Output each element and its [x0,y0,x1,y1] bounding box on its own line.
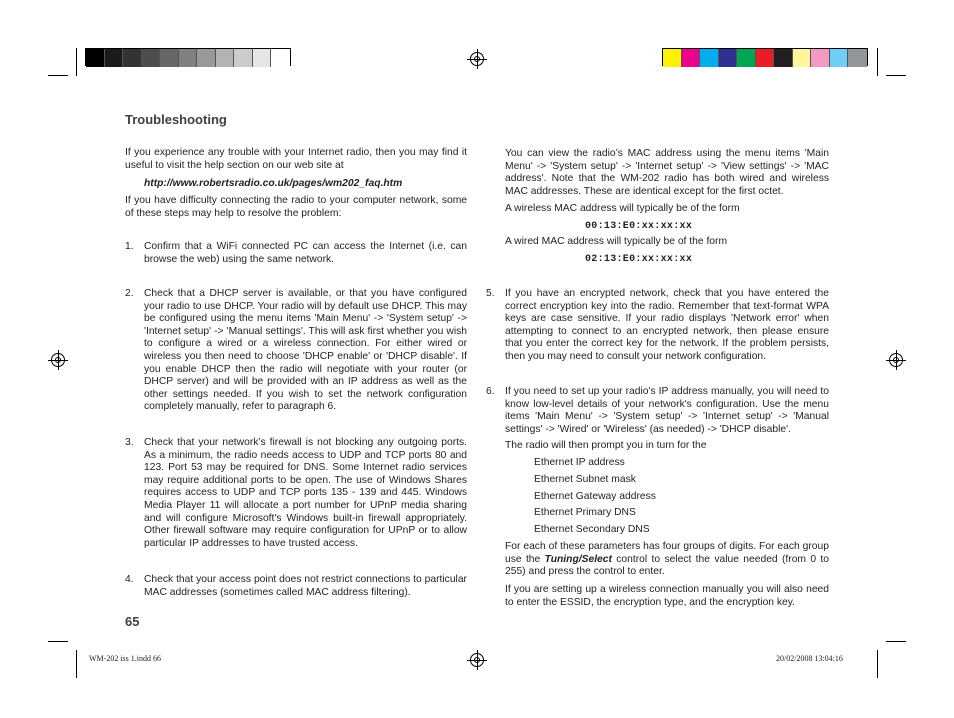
help-url-link[interactable]: http://www.robertsradio.co.uk/pages/wm202_faq.htm [144,178,403,189]
registration-mark-icon [51,353,65,367]
calibration-swatch [756,49,775,67]
file-slug: WM-202 iss 1.indd 66 [89,654,161,663]
step-number: 3. [125,437,134,448]
registration-mark-icon [470,52,484,66]
calibration-swatch [216,49,235,67]
groups-text-b: control to select the value needed (from 0 to 255) and press the control to enter. [505,553,829,578]
mac-intro-paragraph: You can view the radio’s MAC address using the menu items 'Main Menu' -> 'System setup' -> 'Internet setup' -> 'View settings' -> 'MAC address'. Note that the WM-202 radio has both wired and wireless MAC addresses. These are identical except for the first octet. [505,148,829,197]
groups-text-a: For each of these parameters has four groups of digits. For each group use the [505,541,829,565]
date-slug: 20/02/2008 13:04:16 [776,654,843,663]
calibration-swatch [271,49,290,67]
calibration-swatch [105,49,124,67]
calibration-swatch [123,49,142,67]
calibration-swatch [811,49,830,67]
wired-mac-example: 02:13:E0:xx:xx:xx [585,254,693,265]
calibration-swatch [663,49,682,67]
step-number: 2. [125,288,134,299]
wireless-mac-label: A wireless MAC address will typically be of the form [505,203,740,214]
param-item: Ethernet Secondary DNS [534,524,650,535]
groups-paragraph [505,541,829,579]
page-number: 65 [125,614,140,629]
calibration-swatch [848,49,867,67]
calibration-swatch [774,49,793,67]
registration-mark-icon [470,653,484,667]
intro-paragraph: If you experience any trouble with your Internet radio, then you may find it useful to visit the help section on our web site at [125,147,467,171]
step-number: 5. [486,288,495,299]
step-3-text: Check that your network’s firewall is not blocking any outgoing ports. As a minimum, the radio needs access to UDP and TCP ports 80 and 123. Port 53 may be required for DNS. Some Internet radio services may require additional ports to be open. The use of Windows Shares requires access to UDP and TCP ports 135 - 139 and 445. Windows Media Player 11 will allocate a port number for UPnP media sharing and will configure Microsoft's Windows built-in firewall appropriately. Other firewall software may require configuration for UPnP or to allow particular IP addresses to have trusted access. [144,437,467,549]
grayscale-calibration-bar [85,48,291,66]
registration-mark-icon [889,353,903,367]
wired-mac-label: A wired MAC address will typically be of the form [505,236,728,247]
calibration-swatch [197,49,216,67]
color-calibration-bar [662,48,868,66]
tuning-select-control-label: Tuning/Select [544,553,612,565]
prompt-text: The radio will then prompt you in turn for the [505,440,707,451]
calibration-swatch [253,49,272,67]
calibration-swatch [737,49,756,67]
param-item: Ethernet Subnet mask [534,474,636,485]
param-item: Ethernet IP address [534,457,625,468]
calibration-swatch [160,49,179,67]
step-number: 4. [125,574,134,585]
step-number: 6. [486,386,495,397]
calibration-swatch [142,49,161,67]
wireless-note: If you are setting up a wireless connection manually you will also need to enter the ESSID, the encryption type, and the encryption key. [505,584,829,608]
step-number: 1. [125,241,134,252]
step-5-text: If you have an encrypted network, check that you have entered the correct encryption key into the radio. Remember that text-format WPA keys are case sensitive. If your radio displays 'Network error' when attempting to connect to an encrypted network, then please ensure that you enter the correct key for the network. If the problem persists, then you may need to consult your network configuration. [505,288,829,362]
calibration-swatch [719,49,738,67]
step-6-text: If you need to set up your radio's IP address manually, you will need to know low-level details of your network's configuration. Use the menu items 'Main Menu' -> 'System setup' -> 'Internet setup' -> 'Manual settings' -> 'Wired' or 'Wireless' (as needed) -> 'DHCP disable'. [505,386,829,435]
calibration-swatch [179,49,198,67]
calibration-swatch [234,49,253,67]
calibration-swatch [700,49,719,67]
intro-paragraph-2: If you have difficulty connecting the radio to your computer network, some of these steps may help to resolve the problem: [125,195,467,219]
calibration-swatch [793,49,812,67]
param-item: Ethernet Primary DNS [534,507,636,518]
calibration-swatch [682,49,701,67]
calibration-swatch [86,49,105,67]
step-1-text: Confirm that a WiFi connected PC can access the Internet (i.e. can browse the web) using the same network. [144,241,467,265]
param-item: Ethernet Gateway address [534,491,656,502]
step-2-text: Check that a DHCP server is available, or that you have configured your radio to use DHCP. Your radio will by default use DHCP. This may be configured using the menu items 'Main Menu' -> 'System setup' -> 'Internet setup' -> 'Manual settings'. This will ask first whether you wish to configure a wired or a wireless connection. For either wired or wireless you then need to choose 'DHCP enable' or 'DHCP disable'. If you enable DHCP then the radio will negotiate with your router (or DHCP server) and will be provided with an IP address as well as the other settings needed. If you wish to set the network configuration completely manually, refer to paragraph 6. [144,288,467,413]
wireless-mac-example: 00:13:E0:xx:xx:xx [585,221,693,232]
step-4-text: Check that your access point does not restrict connections to particular MAC addresses (sometimes called MAC address filtering). [144,574,467,598]
calibration-swatch [830,49,849,67]
page-heading: Troubleshooting [125,112,227,127]
